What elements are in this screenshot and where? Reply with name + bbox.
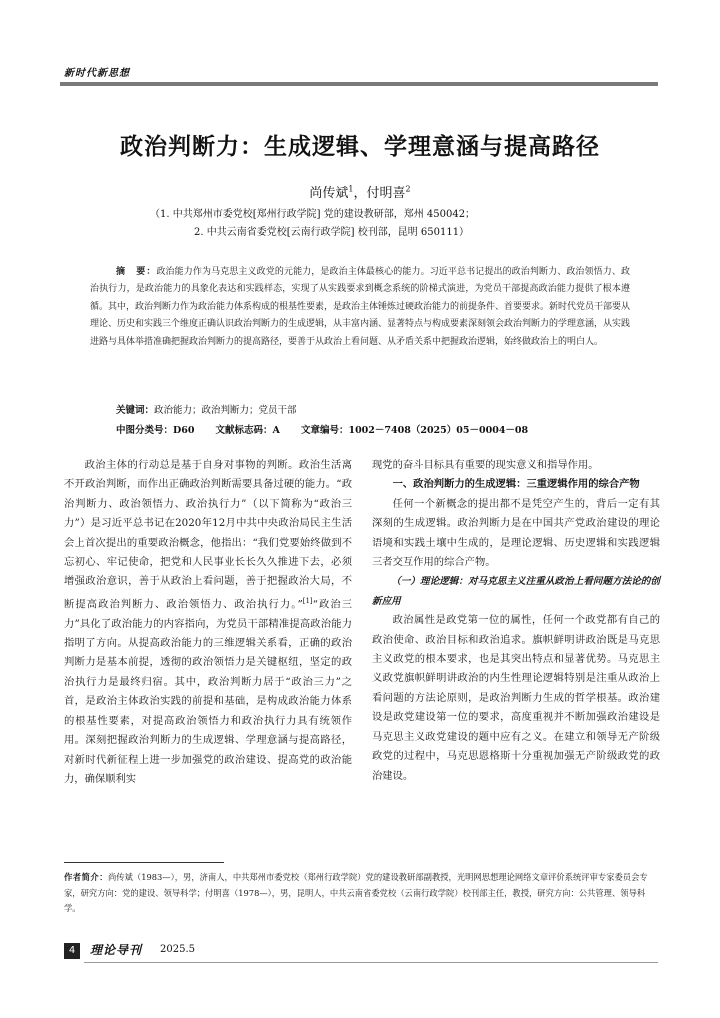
issue-number: 2025.5 xyxy=(160,944,195,955)
header-rule xyxy=(60,82,658,86)
body-column-left xyxy=(64,456,352,789)
abstract-text: 政治能力作为马克思主义政党的元能力，是政治主体最核心的能力。习近平总书记提出的政治判断力、政治领悟力、政治执行力，是政治能力的具象化表达和实践样态，实现了从实践要求到概念系统的阶梯式演进，为党员干部提高政治能力提供了根本遵循。其中，政治判断力作为政治能力体系构成的根基性要素，是政治主体锤炼过硬政治能力的前提条件、首要要求。新时代党员干部要从理论、历史和实践三个维度正确认识政治判断力的生成逻辑，从丰富内涵、显著特点与构成要素深刻领会政治判断力的学理意涵，从实践进路与具体举措准确把握政治判断力的提高路径，要善于从政治上看问题、从矛盾关系中把握政治逻辑，始终做政治上的明白人。 xyxy=(90,267,631,347)
page-number: 4 xyxy=(64,943,80,959)
article-title: 政治判断力：生成逻辑、学理意涵与提高路径 xyxy=(120,134,600,160)
clc-label: 中图分类号： xyxy=(116,425,174,436)
author-1: 尚传斌 xyxy=(309,186,349,201)
affiliation-1: （1. 中共郑州市委党校[郑州行政学院] 党的建设教研部，郑州 450042； xyxy=(150,209,476,220)
author-sep: ， xyxy=(353,186,367,201)
section-heading: 一、政治判断力的生成逻辑：三重逻辑作用的综合产物 xyxy=(392,478,640,491)
footnote-rule xyxy=(64,862,224,863)
footer-rule xyxy=(84,962,658,963)
body-paragraph: 政治属性是政党第一位的属性，任何一个政党都有自己的政治使命、政治目标和政治追求。旗帜鲜明讲政治既是马克思主义政党的根本要求，也是其突出特点和显著优势。马克思主义政党旗帜鲜明讲政治的内生性理论逻辑特别是注重从政治上看问题的方法论原则，是政治判断力生成的哲学根基。政治建设是政党建设第一位的要求，高度重视并不断加强政治建设是马克思主义政党建设的题中应有之义。在建立和领导无产阶级政党的过程中，马克思恩格斯十分重视加强无产阶级政党的政治建设。 xyxy=(372,614,660,782)
footnote-label: 作者简介： xyxy=(64,872,108,882)
keywords xyxy=(116,402,297,416)
affiliations xyxy=(150,206,610,242)
body-paragraph: 现党的奋斗目标具有重要的现实意义和指导作用。 xyxy=(372,459,599,471)
body-text-cont: “政治三力”具化了政治能力的内容指向，为党员干部精准提高政治能力指明了方向。从提高政治能力的三维逻辑关系看，正确的政治判断力是基本前提，透彻的政治领悟力是关键枢纽，坚定的政治执行力是最终归宿。其中，政治判断力居于“政治三力”之首，是政治主体政治实践的前提和基础，是构成政治能力体系的根基性要素，对提高政治领悟力和政治执行力具有统领作用。深刻把握政治判断力的生成逻辑、学理意涵与提高路径，对新时代新征程上进一步加强党的政治建设、提高党的政治能力，确保顺利实 xyxy=(64,598,352,785)
author-1-sup: 1 xyxy=(348,184,354,194)
article-no-value: 1002－7408（2025）05－0004－08 xyxy=(348,425,529,436)
authors xyxy=(0,182,720,201)
author-2-sup: 2 xyxy=(405,184,411,194)
body-column-right xyxy=(372,456,660,786)
doc-label: 文献标志码： xyxy=(215,425,273,436)
citation-ref: [1] xyxy=(302,596,313,605)
keywords-label: 关键词： xyxy=(116,405,155,416)
classification-line xyxy=(116,422,546,436)
abstract-label: 摘 要： xyxy=(116,267,157,277)
author-footnote xyxy=(64,870,658,917)
keywords-text: 政治能力；政治判断力；党员干部 xyxy=(154,405,297,416)
section-tag: 新时代新思想 xyxy=(64,68,130,79)
subsection-heading: （一）理论逻辑：对马克思主义注重从政治上看问题方法论的创新应用 xyxy=(372,576,660,607)
author-2: 付明喜 xyxy=(366,186,406,201)
body-paragraph: 任何一个新概念的提出都不是凭空产生的，背后一定有其深刻的生成逻辑。政治判断力是在中国共产党政治建设的理论语境和实践土壤中生成的，是理论逻辑、历史逻辑和实践逻辑三者交互作用的综合产物。 xyxy=(372,497,660,569)
body-paragraph xyxy=(64,456,352,789)
article-no-label: 文章编号： xyxy=(300,425,349,436)
journal-name: 理论导刊 xyxy=(90,943,143,957)
body-text: 政治主体的行动总是基于自身对事物的判断。政治生活离不开政治判断，而作出正确政治判断需要具备过硬的能力。“政治判断力、政治领悟力、政治执行力”（以下简称为“政治三力”）是习近平总书记在2020年12月中共中央政治局民主生活会上首次提出的重要政治概念，他指出：“我们党要始终做到不忘初心、牢记使命，把党和人民事业长长久久推进下去，必须增强政治意识，善于从政治上看问题，善于把握政治大局，不断提高政治判断力、政治领悟力、政治执行力。” xyxy=(64,459,352,611)
abstract xyxy=(90,264,630,351)
footnote-text: 尚传斌（1983—），男，济南人，中共郑州市委党校（郑州行政学院）党的建设教研部副教授，光明网思想理论网络文章评价系统评审专家委员会专家，研究方向：党的建设、领导科学；付明喜（1978—），男，昆明人，中共云南省委党校（云南行政学院）校刊部主任，教授，研究方向：公共管理、领导科学。 xyxy=(64,872,648,913)
affiliation-2: 2. 中共云南省委党校[云南行政学院] 校刊部，昆明 650111） xyxy=(194,227,470,238)
doc-value: A xyxy=(272,425,280,436)
clc-value: D60 xyxy=(173,425,195,436)
